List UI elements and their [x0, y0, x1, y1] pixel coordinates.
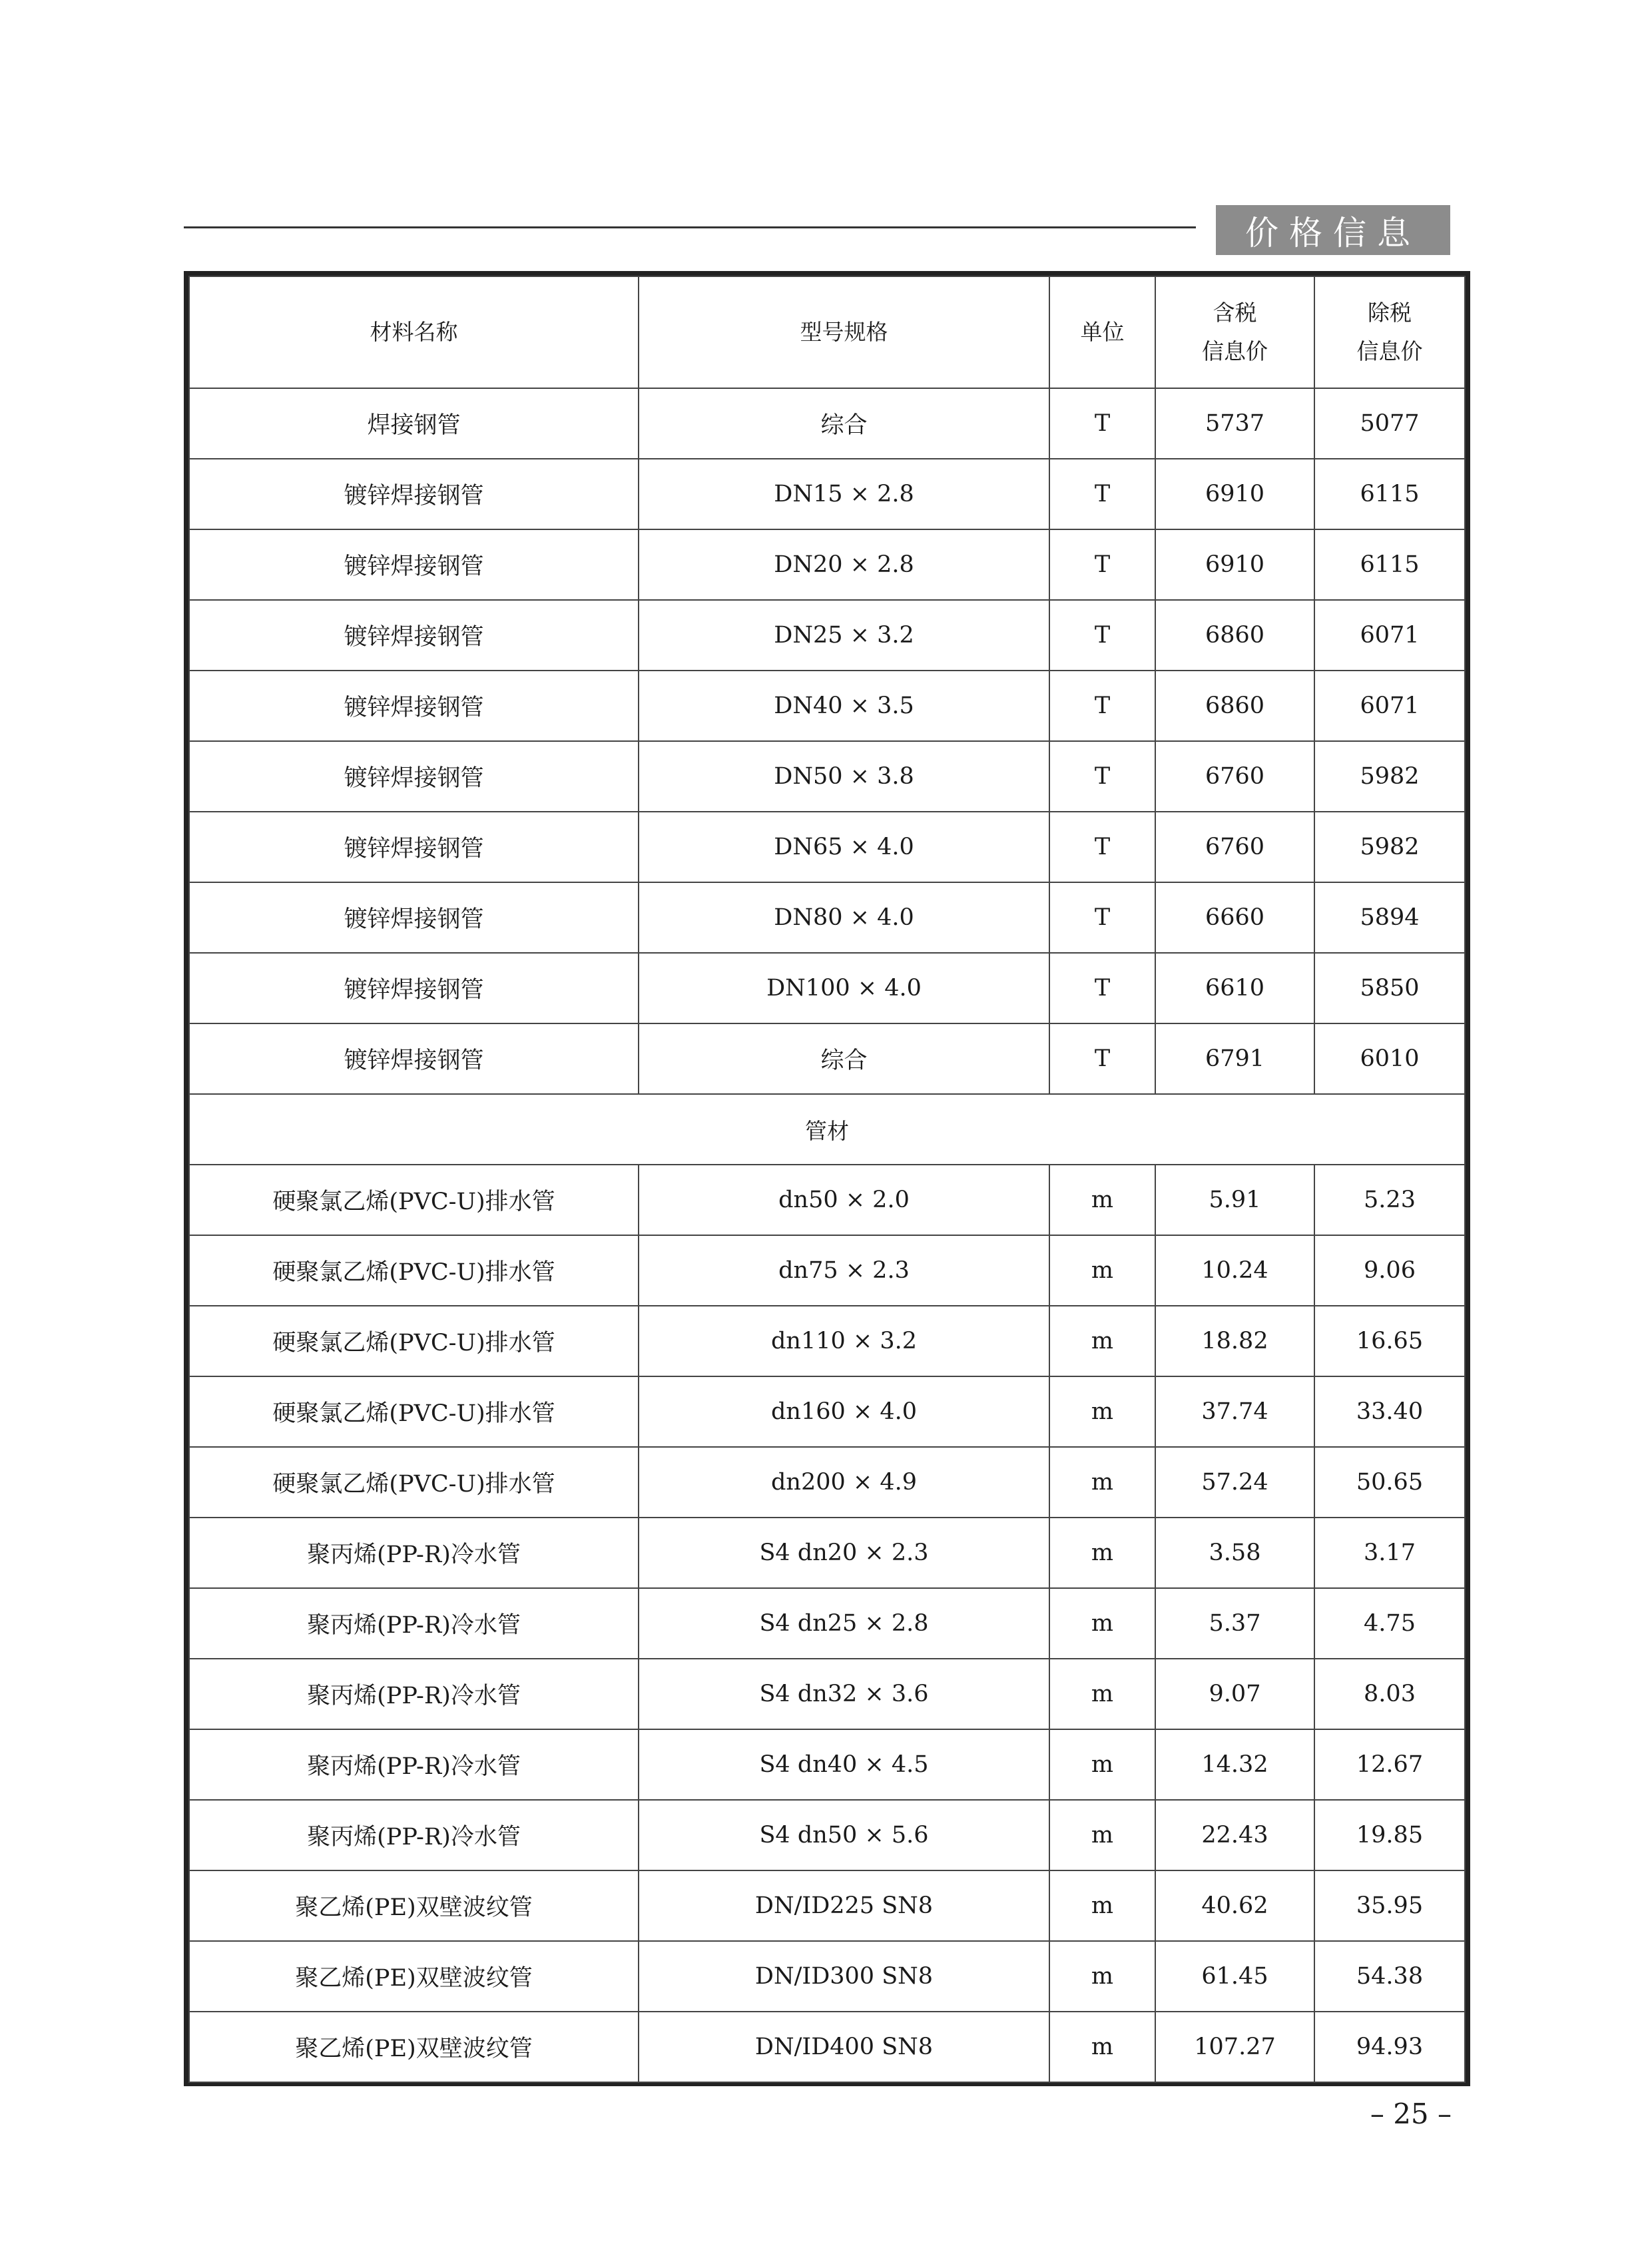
cell-unit: m [1049, 2012, 1155, 2082]
cell-spec: DN25 × 3.2 [639, 600, 1049, 671]
cell-price-notax: 12.67 [1314, 1729, 1465, 1800]
cell-unit: m [1049, 1518, 1155, 1588]
cell-price-tax: 57.24 [1155, 1447, 1314, 1518]
cell-name: 镀锌焊接钢管 [189, 953, 639, 1023]
table-row [189, 953, 1465, 1023]
cell-name: 镀锌焊接钢管 [189, 600, 639, 671]
cell-price-tax: 37.74 [1155, 1376, 1314, 1447]
table-row [189, 2012, 1465, 2082]
cell-price-notax: 3.17 [1314, 1518, 1465, 1588]
cell-price-notax: 6115 [1314, 459, 1465, 529]
cell-spec: DN/ID300 SN8 [639, 1941, 1049, 2012]
cell-spec: DN/ID400 SN8 [639, 2012, 1049, 2082]
cell-spec: DN100 × 4.0 [639, 953, 1049, 1023]
cell-price-notax: 54.38 [1314, 1941, 1465, 2012]
cell-name: 聚丙烯(PP-R)冷水管 [189, 1800, 639, 1870]
cell-price-tax: 10.24 [1155, 1235, 1314, 1306]
table-row [189, 812, 1465, 882]
table-row [189, 882, 1465, 953]
cell-price-tax: 6610 [1155, 953, 1314, 1023]
cell-price-notax: 5982 [1314, 812, 1465, 882]
cell-unit: T [1049, 882, 1155, 953]
cell-name: 聚乙烯(PE)双壁波纹管 [189, 1870, 639, 1941]
cell-spec: dn200 × 4.9 [639, 1447, 1049, 1518]
cell-price-notax: 5077 [1314, 388, 1465, 459]
cell-price-tax: 18.82 [1155, 1306, 1314, 1376]
cell-unit: T [1049, 741, 1155, 812]
cell-spec: DN50 × 3.8 [639, 741, 1049, 812]
cell-unit: T [1049, 1023, 1155, 1094]
header-price-notax-line2: 信息价 [1356, 338, 1423, 364]
cell-price-tax: 6760 [1155, 741, 1314, 812]
cell-unit: m [1049, 1588, 1155, 1659]
cell-spec: 综合 [639, 1023, 1049, 1094]
table-row [189, 1447, 1465, 1518]
cell-price-notax: 6071 [1314, 600, 1465, 671]
cell-spec: DN/ID225 SN8 [639, 1870, 1049, 1941]
cell-name: 聚丙烯(PP-R)冷水管 [189, 1588, 639, 1659]
cell-name: 镀锌焊接钢管 [189, 459, 639, 529]
cell-price-tax: 3.58 [1155, 1518, 1314, 1588]
cell-price-notax: 50.65 [1314, 1447, 1465, 1518]
cell-name: 镀锌焊接钢管 [189, 529, 639, 600]
cell-unit: T [1049, 812, 1155, 882]
cell-price-tax: 6760 [1155, 812, 1314, 882]
cell-name: 镀锌焊接钢管 [189, 741, 639, 812]
cell-price-notax: 16.65 [1314, 1306, 1465, 1376]
cell-price-tax: 5.91 [1155, 1165, 1314, 1235]
cell-unit: m [1049, 1870, 1155, 1941]
cell-price-notax: 19.85 [1314, 1800, 1465, 1870]
cell-price-tax: 22.43 [1155, 1800, 1314, 1870]
cell-spec: DN40 × 3.5 [639, 671, 1049, 741]
cell-spec: S4 dn20 × 2.3 [639, 1518, 1049, 1588]
cell-price-tax: 5737 [1155, 388, 1314, 459]
table-row [189, 1235, 1465, 1306]
page-number: – 25 – [1370, 2098, 1452, 2130]
cell-price-notax: 35.95 [1314, 1870, 1465, 1941]
cell-name: 聚丙烯(PP-R)冷水管 [189, 1729, 639, 1800]
cell-unit: m [1049, 1729, 1155, 1800]
cell-price-notax: 5850 [1314, 953, 1465, 1023]
section-title-badge: 价格信息 [1216, 205, 1450, 255]
cell-name: 聚丙烯(PP-R)冷水管 [189, 1659, 639, 1729]
cell-spec: S4 dn25 × 2.8 [639, 1588, 1049, 1659]
section-label: 管材 [189, 1094, 1465, 1165]
table-row [189, 1376, 1465, 1447]
cell-name: 硬聚氯乙烯(PVC-U)排水管 [189, 1306, 639, 1376]
cell-price-notax: 5982 [1314, 741, 1465, 812]
cell-name: 焊接钢管 [189, 388, 639, 459]
cell-price-notax: 6115 [1314, 529, 1465, 600]
table-row [189, 529, 1465, 600]
cell-price-tax: 6910 [1155, 459, 1314, 529]
cell-spec: dn75 × 2.3 [639, 1235, 1049, 1306]
cell-spec: dn160 × 4.0 [639, 1376, 1049, 1447]
section-row [189, 1094, 1465, 1165]
table-row [189, 1588, 1465, 1659]
price-table [188, 276, 1466, 2083]
cell-price-tax: 6910 [1155, 529, 1314, 600]
table-row [189, 1800, 1465, 1870]
cell-price-notax: 4.75 [1314, 1588, 1465, 1659]
cell-name: 镀锌焊接钢管 [189, 671, 639, 741]
table-row [189, 1729, 1465, 1800]
cell-price-tax: 61.45 [1155, 1941, 1314, 2012]
header-price-tax-line2: 信息价 [1202, 338, 1268, 364]
table-row [189, 1870, 1465, 1941]
cell-unit: m [1049, 1800, 1155, 1870]
cell-name: 镀锌焊接钢管 [189, 1023, 639, 1094]
cell-spec: S4 dn32 × 3.6 [639, 1659, 1049, 1729]
cell-name: 硬聚氯乙烯(PVC-U)排水管 [189, 1447, 639, 1518]
cell-price-tax: 9.07 [1155, 1659, 1314, 1729]
cell-name: 聚乙烯(PE)双壁波纹管 [189, 2012, 639, 2082]
cell-price-notax: 5.23 [1314, 1165, 1465, 1235]
cell-unit: m [1049, 1659, 1155, 1729]
cell-spec: S4 dn50 × 5.6 [639, 1800, 1049, 1870]
cell-price-tax: 107.27 [1155, 2012, 1314, 2082]
table-row [189, 1023, 1465, 1094]
cell-unit: T [1049, 600, 1155, 671]
cell-price-tax: 6791 [1155, 1023, 1314, 1094]
table-row [189, 1306, 1465, 1376]
table-row [189, 1165, 1465, 1235]
table-row [189, 459, 1465, 529]
header-name: 材料名称 [189, 276, 639, 388]
cell-price-notax: 8.03 [1314, 1659, 1465, 1729]
header-unit: 单位 [1049, 276, 1155, 388]
cell-unit: m [1049, 1376, 1155, 1447]
cell-spec: dn50 × 2.0 [639, 1165, 1049, 1235]
cell-name: 聚丙烯(PP-R)冷水管 [189, 1518, 639, 1588]
cell-spec: 综合 [639, 388, 1049, 459]
cell-price-notax: 6010 [1314, 1023, 1465, 1094]
cell-price-notax: 94.93 [1314, 2012, 1465, 2082]
header-price-notax [1314, 276, 1465, 388]
cell-name: 镀锌焊接钢管 [189, 812, 639, 882]
header-price-tax-line1: 含税 [1213, 300, 1257, 326]
cell-unit: T [1049, 671, 1155, 741]
cell-price-notax: 5894 [1314, 882, 1465, 953]
cell-unit: T [1049, 953, 1155, 1023]
cell-price-tax: 6660 [1155, 882, 1314, 953]
table-row [189, 741, 1465, 812]
cell-price-tax: 40.62 [1155, 1870, 1314, 1941]
cell-name: 镀锌焊接钢管 [189, 882, 639, 953]
table-row [189, 1659, 1465, 1729]
header-rule [184, 226, 1196, 228]
cell-spec: DN20 × 2.8 [639, 529, 1049, 600]
table-header-row [189, 276, 1465, 388]
cell-price-tax: 6860 [1155, 600, 1314, 671]
cell-price-notax: 33.40 [1314, 1376, 1465, 1447]
cell-spec: DN80 × 4.0 [639, 882, 1049, 953]
table-row [189, 1518, 1465, 1588]
cell-price-tax: 6860 [1155, 671, 1314, 741]
cell-unit: T [1049, 529, 1155, 600]
header-price-notax-line1: 除税 [1368, 300, 1412, 326]
cell-name: 硬聚氯乙烯(PVC-U)排水管 [189, 1235, 639, 1306]
cell-name: 聚乙烯(PE)双壁波纹管 [189, 1941, 639, 2012]
cell-name: 硬聚氯乙烯(PVC-U)排水管 [189, 1376, 639, 1447]
cell-price-notax: 6071 [1314, 671, 1465, 741]
cell-price-notax: 9.06 [1314, 1235, 1465, 1306]
table-row [189, 388, 1465, 459]
cell-name: 硬聚氯乙烯(PVC-U)排水管 [189, 1165, 639, 1235]
table-row [189, 671, 1465, 741]
cell-price-tax: 5.37 [1155, 1588, 1314, 1659]
cell-unit: T [1049, 388, 1155, 459]
table-row [189, 1941, 1465, 2012]
header-price-tax [1155, 276, 1314, 388]
cell-unit: m [1049, 1447, 1155, 1518]
header-spec: 型号规格 [639, 276, 1049, 388]
cell-price-tax: 14.32 [1155, 1729, 1314, 1800]
cell-unit: m [1049, 1306, 1155, 1376]
cell-unit: m [1049, 1165, 1155, 1235]
cell-spec: dn110 × 3.2 [639, 1306, 1049, 1376]
cell-unit: T [1049, 459, 1155, 529]
price-table-frame [184, 271, 1470, 2086]
cell-spec: DN65 × 4.0 [639, 812, 1049, 882]
cell-spec: DN15 × 2.8 [639, 459, 1049, 529]
cell-spec: S4 dn40 × 4.5 [639, 1729, 1049, 1800]
cell-unit: m [1049, 1235, 1155, 1306]
table-row [189, 600, 1465, 671]
cell-unit: m [1049, 1941, 1155, 2012]
